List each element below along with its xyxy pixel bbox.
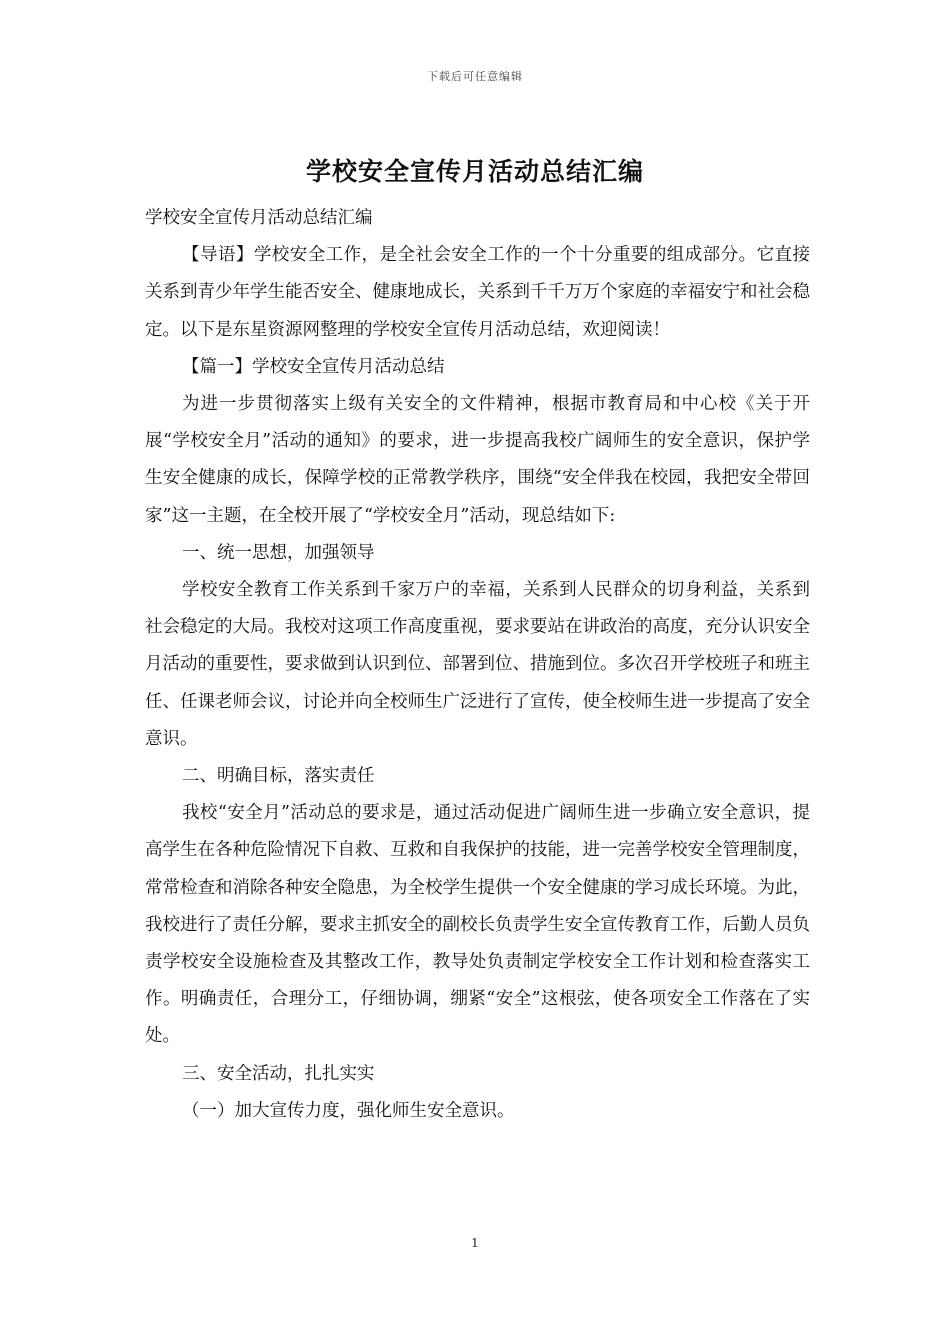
document-title: 学校安全宣传月活动总结汇编 xyxy=(305,157,644,186)
section-heading: 三、安全活动，扎扎实实 xyxy=(182,1063,375,1084)
page-number: 1 xyxy=(471,1236,479,1250)
header-note: 下载后可任意编辑 xyxy=(427,70,523,83)
subtitle-line: 学校安全宣传月活动总结汇编 xyxy=(145,208,373,228)
section-heading: 【篇一】学校安全宣传月活动总结 xyxy=(182,356,445,377)
intro-paragraph: 【导语】学校安全工作，是全社会安全工作的一个十分重要的组成部分。它直接关系到青少年学生能否安全、健康地成长，关系到千千万万个家庭的幸福安宁和社会稳定。以下是东星资源网整理的学校安全宣传月活动总结，欢迎阅读！ xyxy=(145,245,810,340)
section-heading: 一、统一思想，加强领导 xyxy=(182,542,375,563)
section-heading: 二、明确目标，落实责任 xyxy=(182,766,375,787)
body-paragraph: 我校“安全月”活动总的要求是，通过活动促进广阔师生进一步确立安全意识，提高学生在各种危险情况下自救、互救和自我保护的技能，进一完善学校安全管理制度，常常检查和消除各种安全隐患，为全校学生提供一个安全健康的学习成长环境。为此，我校进行了责任分解，要求主抓安全的副校长负责学生安全宣传教育工作，后勤人员负责学校安全设施检查及其整改工作，教导处负责制定学校安全工作计划和检查落实工作。明确责任，合理分工，仔细协调，绷紧“安全”这根弦，使各项安全工作落在了实处。 xyxy=(145,803,810,1047)
sub-heading: （一）加大宣传力度，强化师生安全意识。 xyxy=(182,1100,515,1121)
body-paragraph: 学校安全教育工作关系到千家万户的幸福，关系到人民群众的切身利益，关系到社会稳定的大局。我校对这项工作高度重视，要求要站在讲政治的高度，充分认识安全月活动的重要性，要求做到认识到位、部署到位、措施到位。多次召开学校班子和班主任、任课老师会议，讨论并向全校师生广泛进行了宣传，使全校师生进一步提高了安全意识。 xyxy=(145,580,810,749)
body-paragraph: 为进一步贯彻落实上级有关安全的文件精神，根据市教育局和中心校《关于开展“学校安全月”活动的通知》的要求，进一步提高我校广阔师生的安全意识，保护学生安全健康的成长，保障学校的正常教学秩序，围绕“安全伴我在校园，我把安全带回家”这一主题，在全校开展了“学校安全月”活动，现总结如下: xyxy=(145,394,810,526)
document-body xyxy=(145,200,810,1130)
